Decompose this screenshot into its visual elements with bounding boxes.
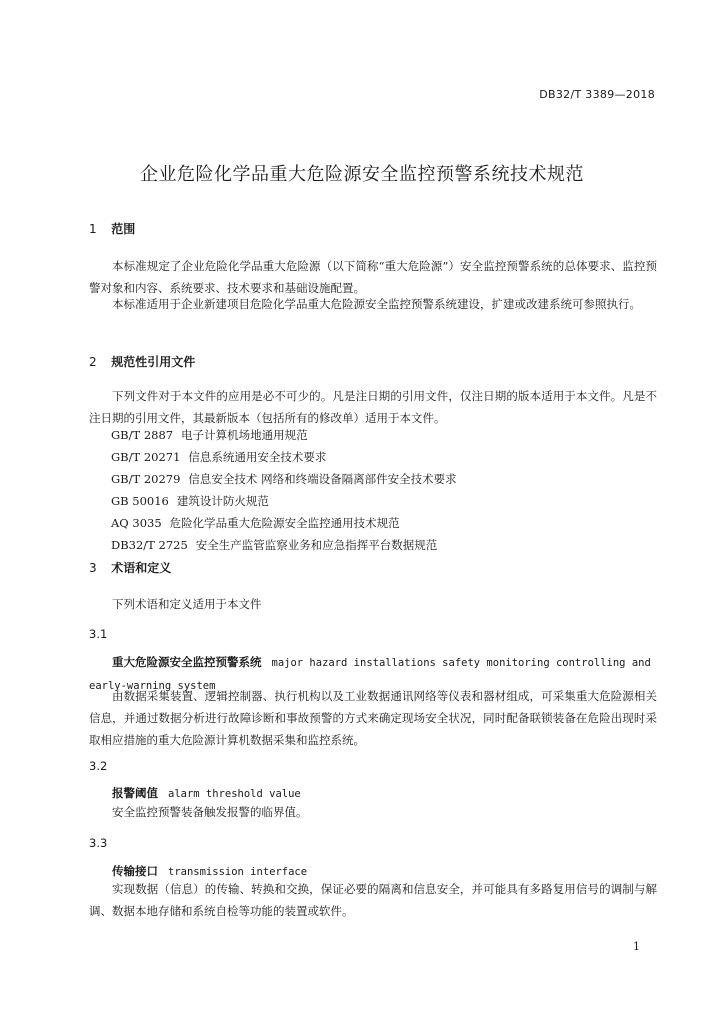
reference-code: DB32/T 2725 <box>111 538 188 552</box>
section-1-title: 范围 <box>111 222 136 236</box>
section-2-number: 2 <box>89 355 97 369</box>
term-chinese: 报警阈值 <box>112 786 158 800</box>
section-1-heading <box>89 220 135 237</box>
reference-item <box>111 534 457 556</box>
section-2-heading <box>89 353 195 370</box>
term-chinese: 传输接口 <box>112 864 158 878</box>
reference-code: GB/T 2887 <box>111 428 174 442</box>
reference-name: 危险化学品重大危险源安全监控通用技术规范 <box>169 516 400 530</box>
section-2-title: 规范性引用文件 <box>111 355 196 369</box>
clause-number: 3.1 <box>89 627 108 641</box>
clause-number: 3.3 <box>89 836 108 850</box>
reference-item <box>111 468 457 490</box>
scope-paragraph-1: 本标准规定了企业危险化学品重大危险源（以下简称“重大危险源”）安全监控预警系统的总体要求、监控预警对象和内容、系统要求、技术要求和基础设施配置。 <box>89 259 657 295</box>
reference-item <box>111 512 457 534</box>
term-definition: 安全监控预警装备触发报警的临界值。 <box>112 805 308 819</box>
term-english: transmission interface <box>168 866 308 878</box>
document-code: DB32/T 3389—2018 <box>539 88 655 101</box>
document-title: 企业危险化学品重大危险源安全监控预警系统技术规范 <box>140 164 584 185</box>
reference-name: 信息安全技术 网络和终端设备隔离部件安全技术要求 <box>188 472 457 486</box>
reference-name: 电子计算机场地通用规范 <box>181 428 308 442</box>
section-1-number: 1 <box>89 222 97 236</box>
section-3-heading <box>89 559 171 576</box>
reference-item <box>111 424 457 446</box>
term-english: major hazard installations safety monitoring controlling and early-warning system <box>89 657 651 692</box>
page-number: 1 <box>633 940 640 953</box>
reference-name: 信息系统通用安全技术要求 <box>188 450 327 464</box>
reference-code: GB/T 20279 <box>111 472 181 486</box>
references-intro: 下列文件对于本文件的应用是必不可少的。凡是注日期的引用文件，仅注日期的版本适用于本文件。凡是不注日期的引用文件，其最新版本（包括所有的修改单）适用于本文件。 <box>89 389 657 425</box>
reference-name: 安全生产监管监察业务和应急指挥平台数据规范 <box>195 538 438 552</box>
reference-item <box>111 490 457 512</box>
term-definition: 由数据采集装置、逻辑控制器、执行机构以及工业数据通讯网络等仪表和器材组成，可采集重大危险源相关信息，并通过数据分析进行故障诊断和事故预警的方式来确定现场安全状况，同时配备联锁装备在危险出现时采取相应措施的重大危险源计算机数据采集和监控系统。 <box>89 689 657 747</box>
scope-paragraph-2: 本标准适用于企业新建项目危险化学品重大危险源安全监控预警系统建设，扩建或改建系统可参照执行。 <box>112 297 641 311</box>
term-definition: 实现数据（信息）的传输、转换和交换，保证必要的隔离和信息安全，并可能具有多路复用信号的调制与解调、数据本地存储和系统自检等功能的装置或软件。 <box>89 882 657 918</box>
section-3-title: 术语和定义 <box>111 561 172 575</box>
reference-name: 建筑设计防火规范 <box>176 494 269 508</box>
reference-code: GB/T 20271 <box>111 450 181 464</box>
terms-intro: 下列术语和定义适用于本文件 <box>112 597 262 611</box>
term-english: alarm threshold value <box>168 788 301 800</box>
section-3-number: 3 <box>89 561 97 575</box>
reference-code: AQ 3035 <box>111 516 162 530</box>
reference-item <box>111 446 457 468</box>
reference-list <box>111 424 457 556</box>
reference-code: GB 50016 <box>111 494 169 508</box>
term-chinese: 重大危险源安全监控预警系统 <box>112 655 262 669</box>
clause-number: 3.2 <box>89 759 108 773</box>
